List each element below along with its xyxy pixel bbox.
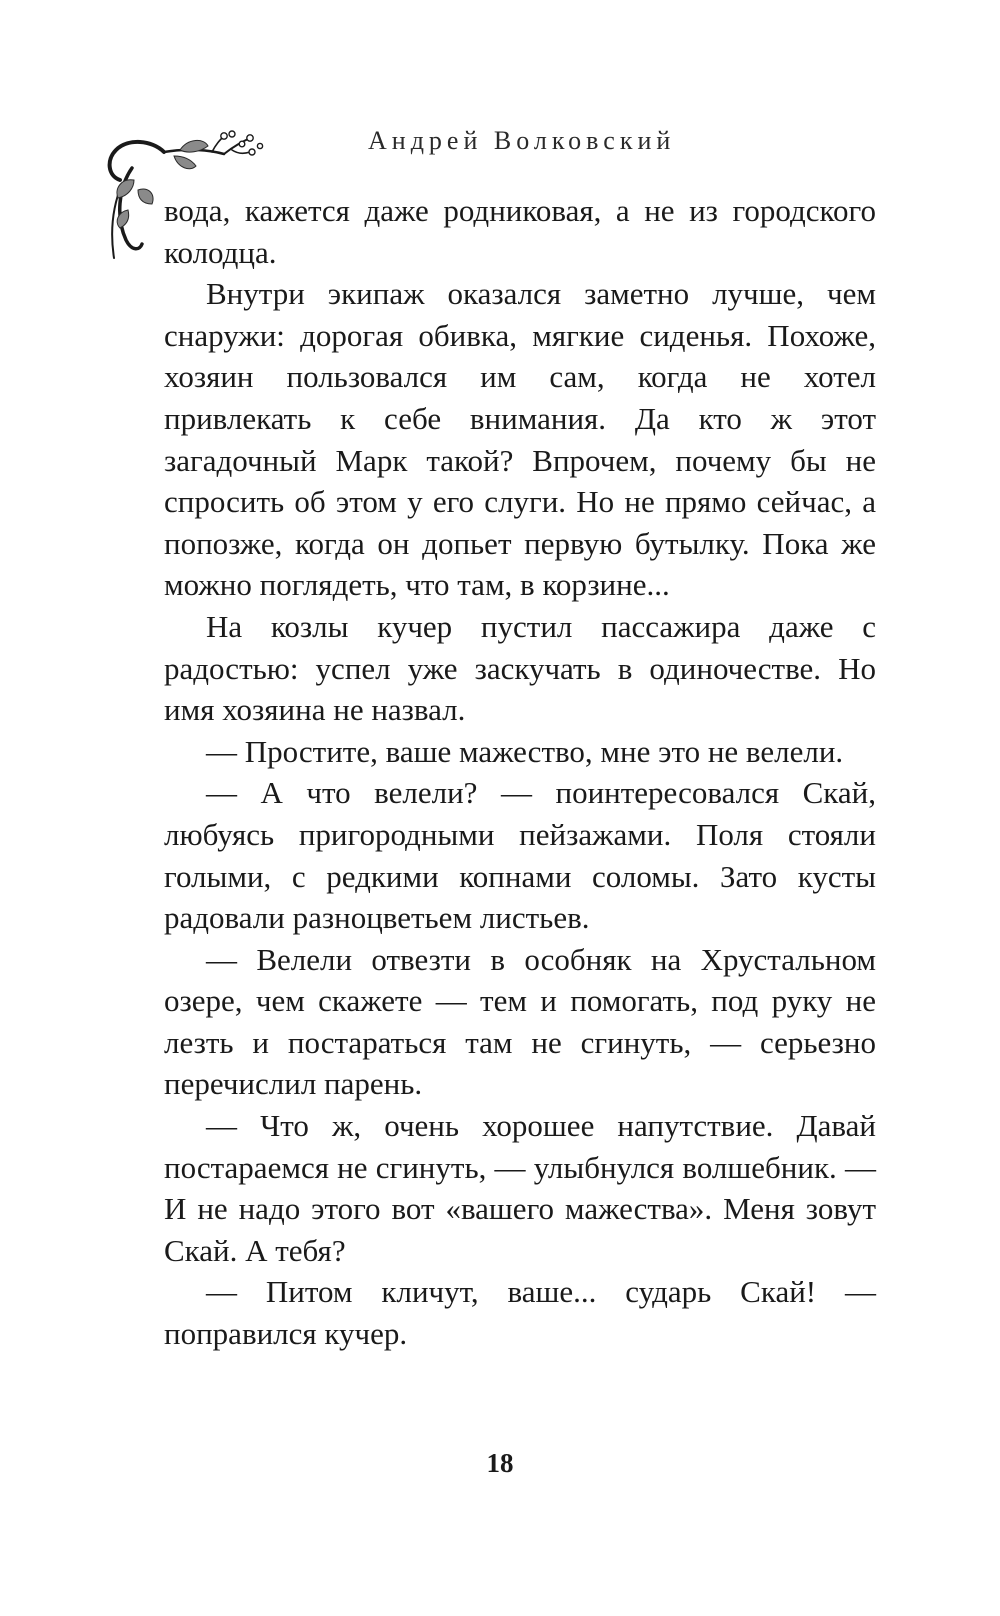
page-number: 18: [486, 1448, 514, 1478]
paragraph: На козлы кучер пустил пассажира даже с радостью: успел уже заскучать в одиночестве. Но имя хозяина не назвал.: [164, 608, 876, 728]
dialogue-line: — Велели отвезти в особняк на Хрустальном озере, чем скажете — тем и помогать, под руку не лезть и постараться там не сгинуть, — серьезно перечислил парень.: [164, 941, 876, 1102]
paragraph: вода, кажется даже родниковая, а не из городского колодца.: [164, 193, 876, 270]
paragraph: Внутри экипаж оказался заметно лучше, чем снаружи: дорогая обивка, мягкие сиденья. Похоже, хозяин пользовался им сам, когда не хотел привлекать к себе внимания. Да кто ж этот загадочный Марк такой? Впрочем, почему бы не спросить об этом у его слуги. Но не прямо сейчас, а попозже, когда он допьет первую бутылку. Пока же можно поглядеть, что там, в корзине...: [164, 276, 876, 603]
body-text: [164, 190, 876, 1355]
dialogue-line: — А что велели? — поинтересовался Скай, любуясь пригородными пейзажами. Поля стояли голыми, с редкими копнами соломы. Зато кусты радовали разноцветьем листьев.: [164, 775, 876, 936]
dialogue-line: — Питом кличут, ваше... сударь Скай! — поправился кучер.: [164, 1274, 876, 1352]
dialogue-line: — Что ж, очень хорошее напутствие. Давай постараемся не сгинуть, — улыбнулся волшебник. — И не надо этого вот «вашего мажества». Меня зовут Скай. А тебя?: [164, 1108, 876, 1268]
dialogue-line: — Простите, ваше мажество, мне это не велели.: [206, 733, 844, 769]
running-head-author: Андрей Волковский: [368, 126, 676, 155]
